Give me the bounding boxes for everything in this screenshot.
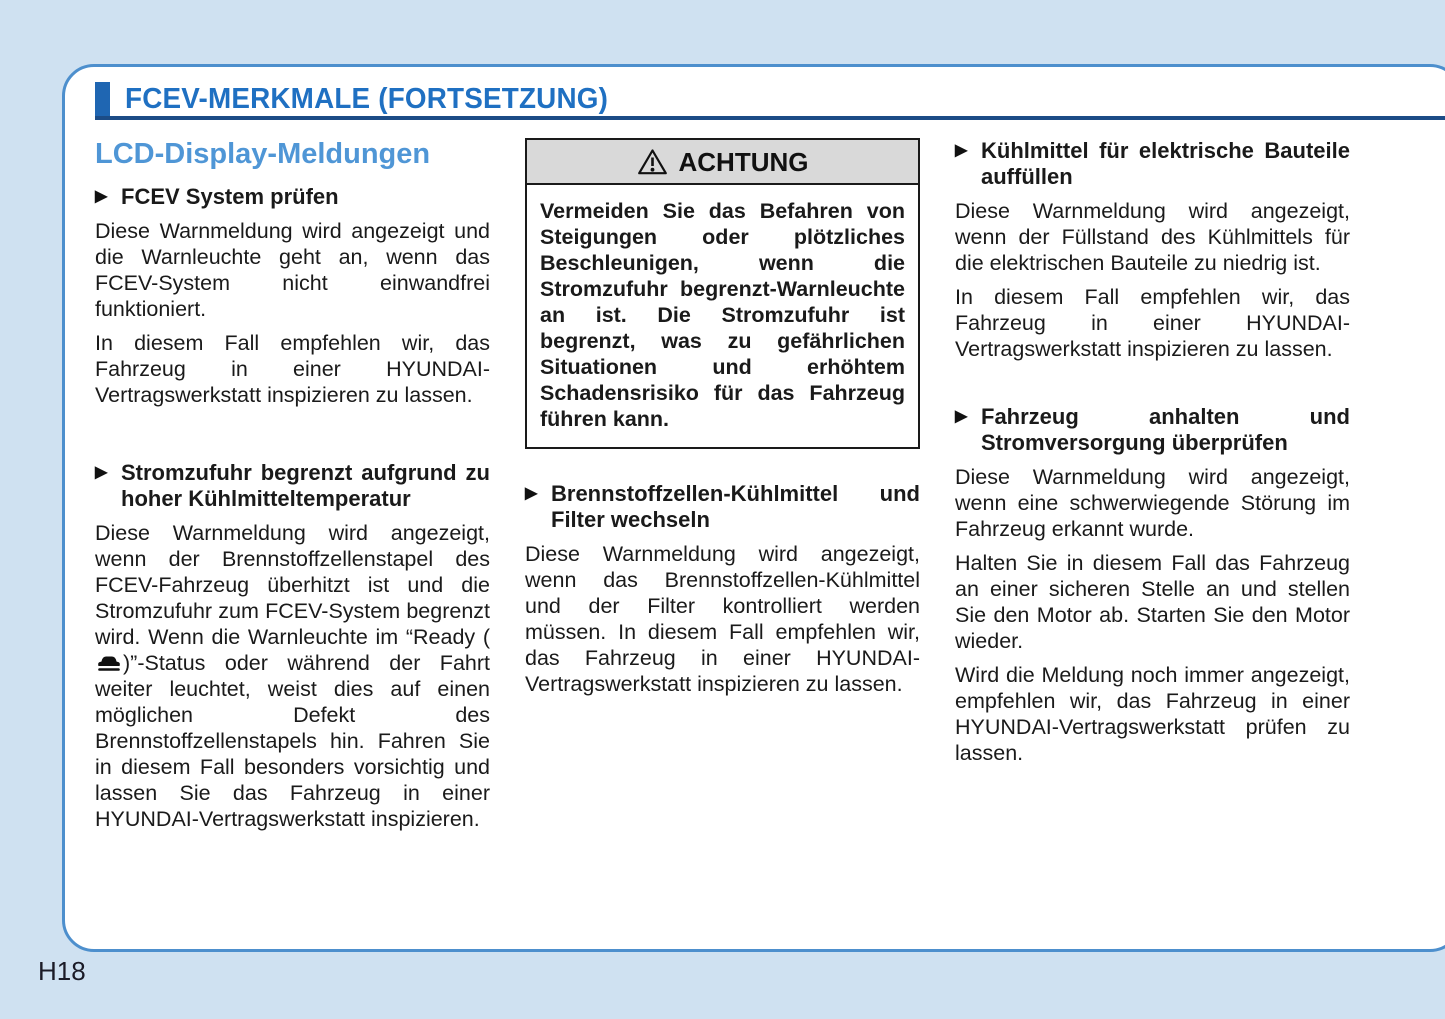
paragraph-with-ready-icon [95,520,490,832]
section-kuehlmittel-auffuellen [955,138,1350,362]
section-arrow-icon: ▶ [95,188,108,205]
page-content [65,67,1445,949]
car-icon [97,655,121,672]
section-heading: Fahrzeug anhalten und Stromversorgung überprüfen [981,404,1350,455]
page-number: H18 [38,956,86,986]
paragraph: In diesem Fall empfehlen wir, das Fahrzeug in einer HYUNDAI-Vertragswerkstatt inspizieren zu lassen. [955,285,1350,361]
section-arrow-icon: ▶ [955,142,968,159]
paragraph-text: Diese Warnmeldung wird angezeigt, wenn der Brennstoffzellenstapel des FCEV-Fahrzeug überhitzt ist und die Stromzufuhr zum FCEV-System begrenzt wird. Wenn die Warnleuchte im “Ready ( [95,521,490,649]
chapter-accent-bar [95,82,110,116]
section-heading: Kühlmittel für elektrische Bauteile auffüllen [981,138,1350,189]
paragraph: In diesem Fall empfehlen wir, das Fahrzeug in einer HYUNDAI-Vertragswerkstatt inspizieren zu lassen. [95,331,490,407]
caution-box [525,138,920,449]
manual-page-card [62,64,1445,952]
caution-body-text: Vermeiden Sie das Befahren von Steigungen oder plötzliches Beschleunigen, wenn die Stromzufuhr begrenzt-Warnleuchte an ist. Die Stromzufuhr ist begrenzt, was zu gefährlichen Situationen und erhöhtem Schadensrisiko für das Fahrzeug führen kann. [540,199,905,431]
warning-triangle-icon [637,148,668,176]
paragraph: Halten Sie in diesem Fall das Fahrzeug an einer sicheren Stelle an und stellen Sie den Motor ab. Starten Sie den Motor wieder. [955,551,1350,653]
section-fahrzeug-anhalten [955,404,1350,766]
middle-column [525,138,920,840]
paragraph: Diese Warnmeldung wird angezeigt und die Warnleuchte geht an, wenn das FCEV-System nicht einwandfrei funktioniert. [95,219,490,321]
section-brennstoffzellen-kuehlmittel [525,481,920,697]
chapter-underline [95,116,1445,120]
three-column-layout [95,138,1350,840]
paragraph: Wird die Meldung noch immer angezeigt, empfehlen wir, das Fahrzeug in einer HYUNDAI-Vertragswerkstatt prüfen zu lassen. [955,663,1350,765]
paragraph: Diese Warnmeldung wird angezeigt, wenn eine schwerwiegende Störung im Fahrzeug erkannt wurde. [955,465,1350,541]
section-fcev-system-pruefen [95,184,490,408]
chapter-header [95,82,1445,120]
section-arrow-icon: ▶ [95,464,108,481]
paragraph-text: )”-Status oder während der Fahrt weiter leuchtet, weist dies auf einen möglichen Defekt des Brennstoffzellenstapels hin. Fahren Sie in diesem Fall besonders vorsichtig und lassen Sie das Fahrzeug in einer HYUNDAI-Vertragswerkstatt inspizieren. [95,651,490,831]
caution-box-header [527,140,918,185]
section-arrow-icon: ▶ [955,408,968,425]
chapter-title: FCEV-MERKMALE (FORTSETZUNG) [125,83,609,115]
paragraph: Diese Warnmeldung wird angezeigt, wenn der Füllstand des Kühlmittels für die elektrischen Bauteile zu niedrig ist. [955,199,1350,275]
right-column [955,138,1350,840]
section-heading: Stromzufuhr begrenzt aufgrund zu hoher Kühlmitteltemperatur [121,460,490,511]
caution-title: ACHTUNG [678,147,809,177]
section-heading: Brennstoffzellen-Kühlmittel und Filter wechseln [551,481,920,532]
section-arrow-icon: ▶ [525,485,538,502]
section-title-lcd-meldungen: LCD-Display-Meldungen [95,138,431,170]
section-stromzufuhr-begrenzt [95,460,490,832]
paragraph: Diese Warnmeldung wird angezeigt, wenn das Brennstoffzellen-Kühlmittel und der Filter kontrolliert werden müssen. In diesem Fall empfehlen wir, das Fahrzeug in einer HYUNDAI-Vertragswerkstatt inspizieren zu lassen. [525,542,920,696]
section-heading: FCEV System prüfen [121,184,339,209]
left-column [95,138,490,840]
